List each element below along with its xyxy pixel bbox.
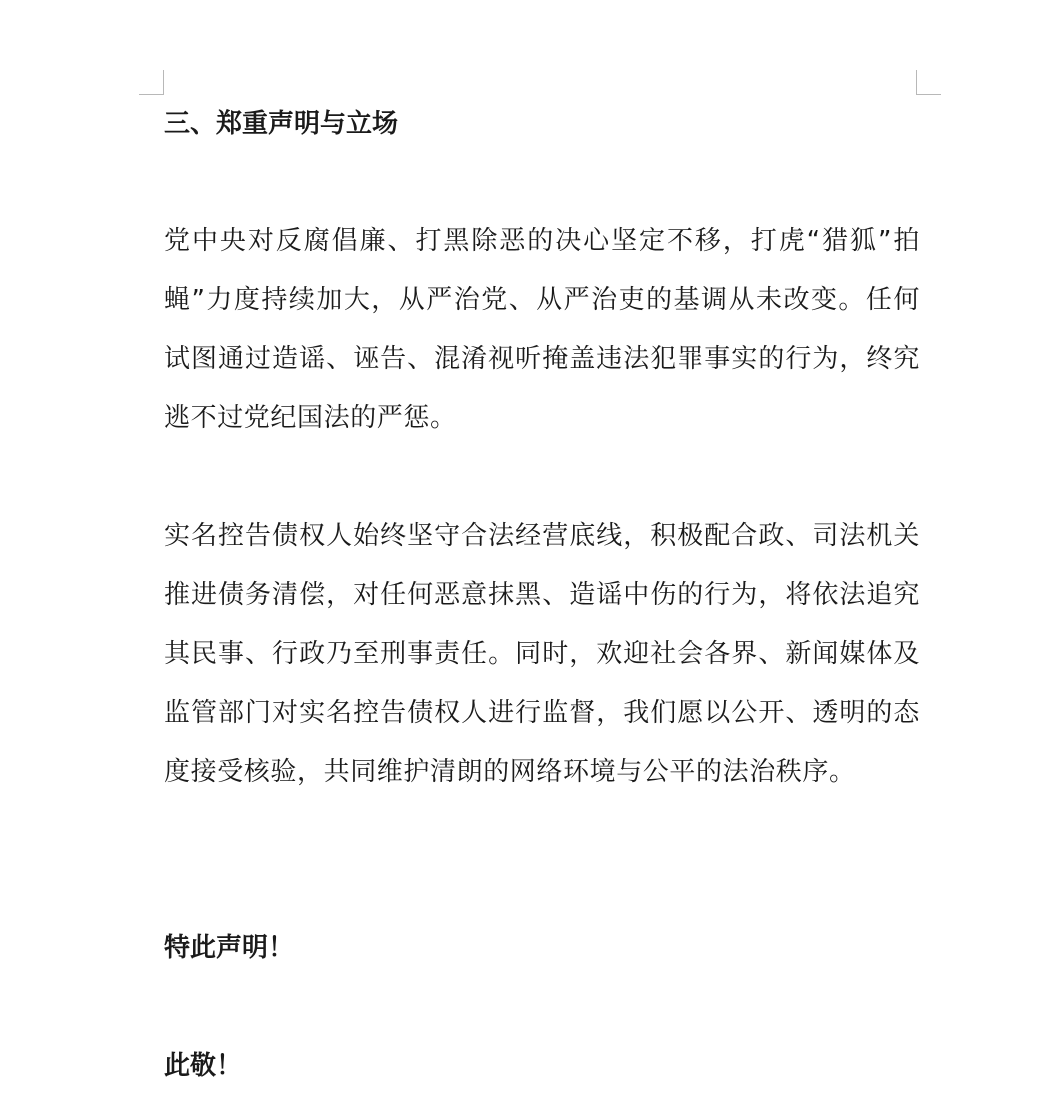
section-heading: 三、郑重声明与立场 [164, 109, 399, 139]
closing-statement: 特此声明！ [164, 933, 295, 963]
page-margin-corner-top-right [916, 70, 941, 95]
page-margin-corner-top-left [139, 70, 164, 95]
salutation: 此敬！ [164, 1051, 243, 1081]
paragraph-creditor-statement: 实名控告债权人始终坚守合法经营底线，积极配合政、司法机关推进债务清偿，对任何恶意抹黑、造谣中伤的行为，将依法追究其民事、行政乃至刑事责任。同时，欢迎社会各界、新闻媒体及监管部门对实名控告债权人进行监督，我们愿以公开、透明的态度接受核验，共同维护清朗的网络环境与公平的法治秩序。 [164, 521, 920, 787]
paragraph-party-stance: 党中央对反腐倡廉、打黑除恶的决心坚定不移，打虎“猎狐”拍蝇”力度持续加大，从严治党、从严治吏的基调从未改变。任何试图通过造谣、诬告、混淆视听掩盖违法犯罪事实的行为，终究逃不过党纪国法的严惩。 [164, 226, 920, 433]
